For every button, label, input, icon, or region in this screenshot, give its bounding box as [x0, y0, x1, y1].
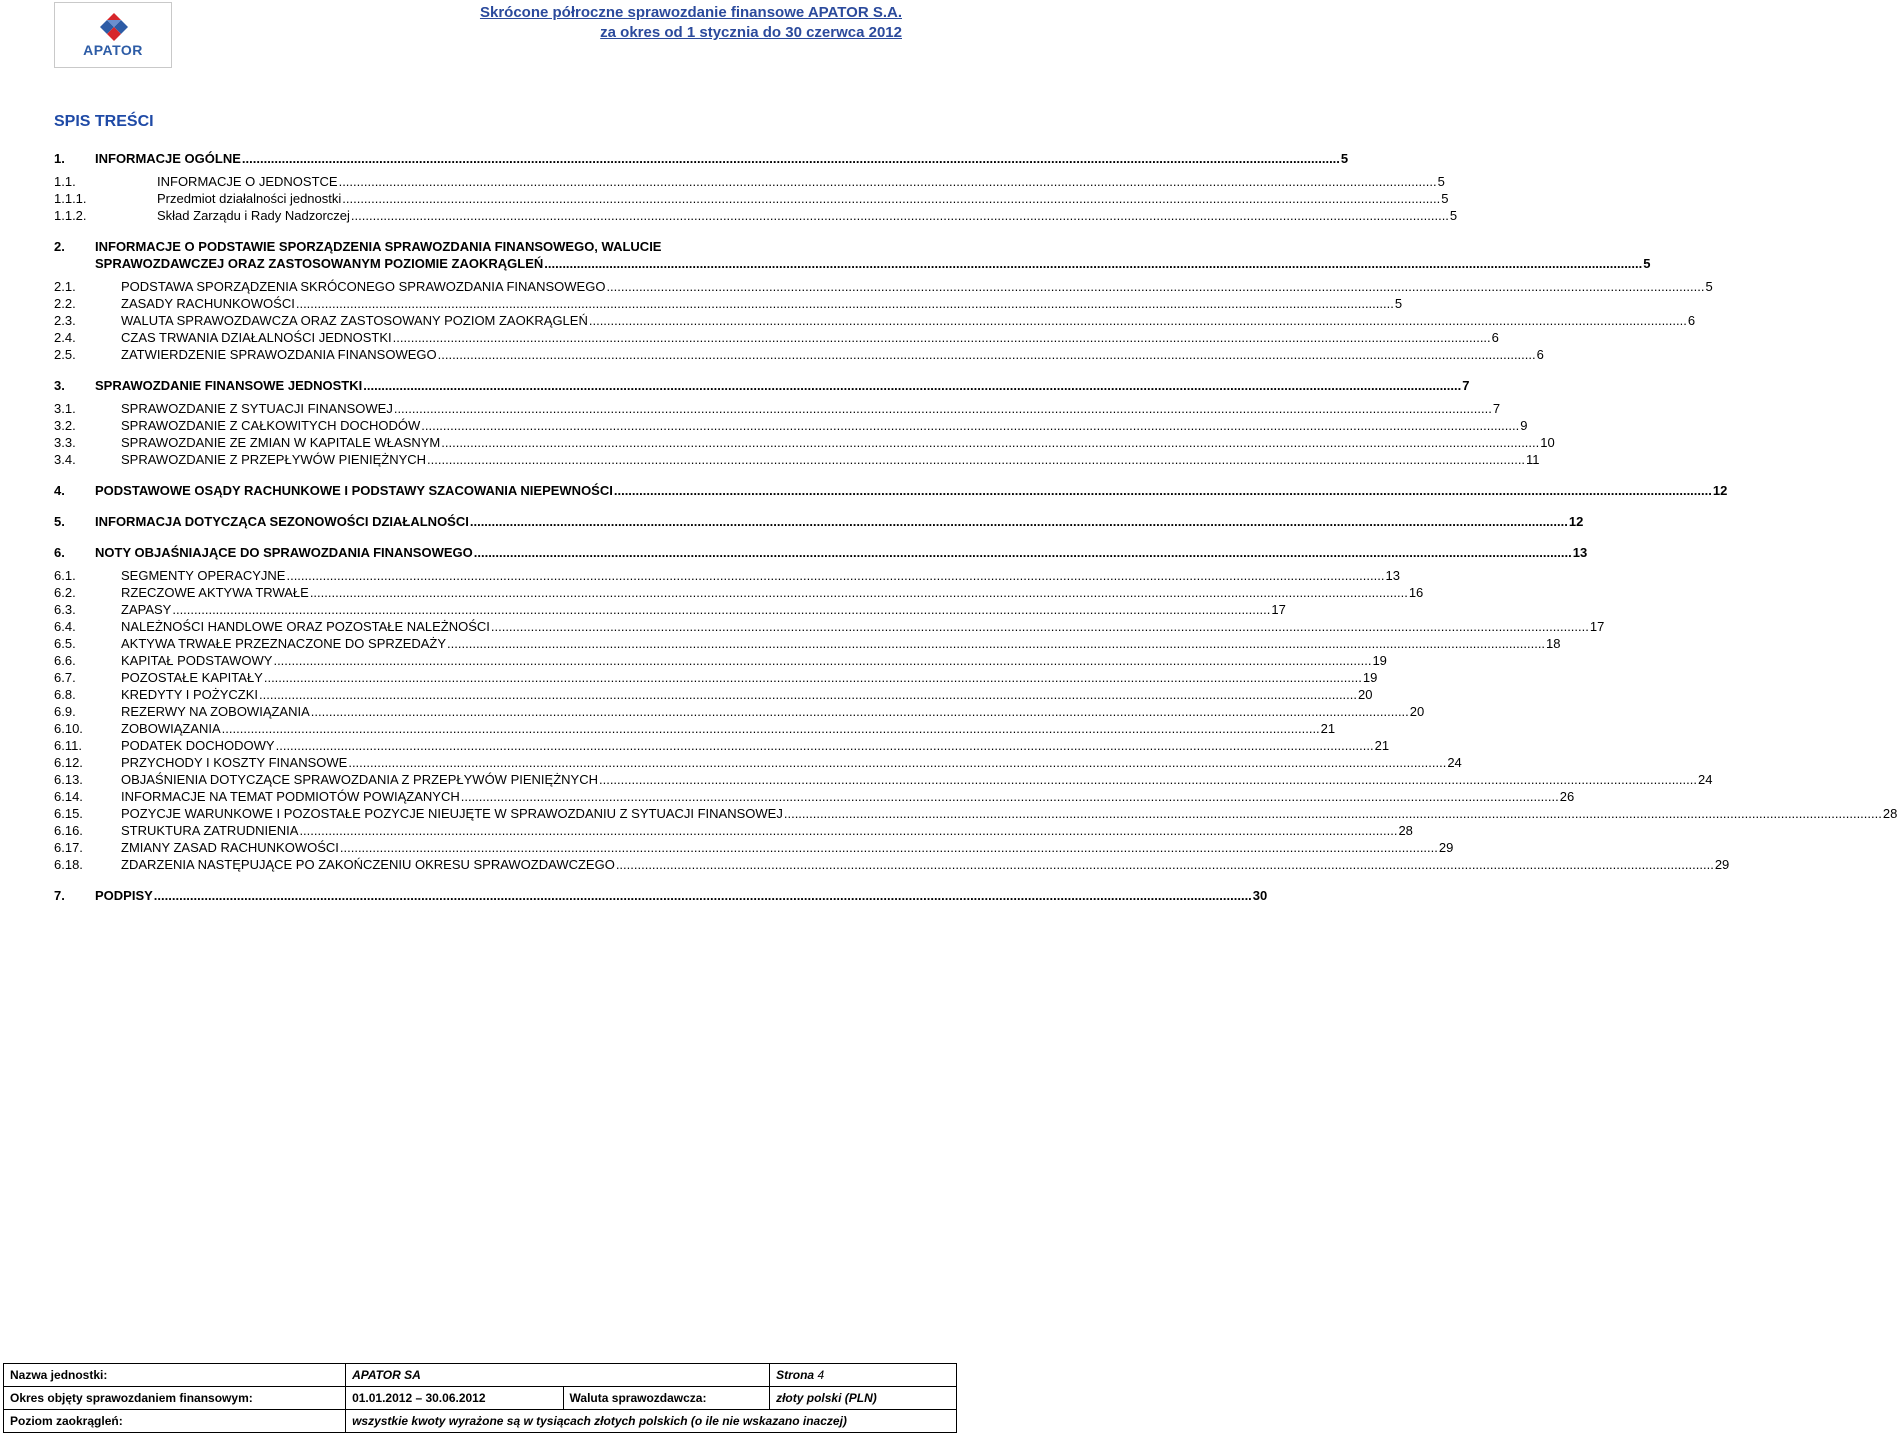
toc-entry[interactable] — [54, 822, 1413, 839]
page-number: Strona 4 — [770, 1364, 957, 1387]
toc-entry[interactable] — [54, 207, 1458, 224]
toc-entry-title: SEGMENTY OPERACYJNE — [121, 568, 286, 583]
rounding-value: wszystkie kwoty wyrażone są w tysiącach złotych polskich (o ile nie wskazano inaczej) — [346, 1410, 957, 1433]
toc-entry-number: 6.18. — [54, 857, 83, 872]
toc-entry-page: 5 — [1437, 174, 1445, 189]
toc-entry-page: 5 — [1449, 208, 1458, 223]
toc-leader-dots — [438, 346, 1536, 363]
toc-entry-number: 3.4. — [54, 452, 76, 467]
toc-entry-title: PRZYCHODY I KOSZTY FINANSOWE — [121, 755, 348, 770]
toc-entry-page: 9 — [1520, 418, 1528, 433]
toc-leader-dots — [296, 295, 1394, 312]
toc-entry[interactable] — [54, 567, 1400, 584]
toc-entry-number: 6.12. — [54, 755, 83, 770]
toc-entry-number: 6.17. — [54, 840, 83, 855]
toc-entry-number: 6.1. — [54, 568, 76, 583]
toc-leader-dots — [614, 482, 1712, 499]
toc-entry-number: 6.5. — [54, 636, 76, 651]
toc-entry-number: 6.4. — [54, 619, 76, 634]
toc-entry[interactable] — [54, 788, 1575, 805]
toc-entry-number: 6.13. — [54, 772, 83, 787]
toc-entry-page: 6 — [1491, 330, 1499, 345]
apator-logo — [54, 2, 172, 68]
toc-entry-number: 6.9. — [54, 704, 76, 719]
toc-leader-dots — [427, 451, 1525, 468]
toc-entry-page: 16 — [1408, 585, 1424, 600]
toc-entry-title: KREDYTY I POŻYCZKI — [121, 687, 259, 702]
toc-entry-page: 5 — [1643, 256, 1651, 271]
toc-entry-title: SPRAWOZDANIE ZE ZMIAN W KAPITALE WŁASNYM — [121, 435, 441, 450]
toc-entry-page: 28 — [1882, 806, 1897, 821]
toc-entry[interactable] — [54, 839, 1454, 856]
toc-entry-page: 29 — [1714, 857, 1730, 872]
toc-entry-number: 3.1. — [54, 401, 76, 416]
toc-entry-title: Przedmiot działalności jednostki — [157, 191, 342, 206]
toc-entry-number: 1.1. — [54, 174, 76, 189]
toc-leader-dots — [616, 856, 1714, 873]
toc-entry-page: 24 — [1447, 755, 1462, 770]
toc-entry[interactable] — [54, 669, 1378, 686]
report-period: za okres od 1 stycznia do 30 czerwca 2012 — [600, 24, 902, 41]
logo-text: APATOR — [83, 42, 143, 58]
toc-entry-number: 6.16. — [54, 823, 83, 838]
toc-entry-title: WALUTA SPRAWOZDAWCZA ORAZ ZASTOSOWANY POZIOM ZAOKRĄGLEŃ — [121, 313, 588, 328]
toc-entry-number: 3.3. — [54, 435, 76, 450]
toc-entry-title: RZECZOWE AKTYWA TRWAŁE — [121, 585, 309, 600]
toc-entry-page: 13 — [1572, 545, 1588, 560]
toc-entry[interactable] — [54, 434, 1555, 451]
toc-leader-dots — [264, 669, 1362, 686]
toc-entry[interactable] — [54, 635, 1561, 652]
toc-leader-dots — [606, 278, 1704, 295]
toc-leader-dots — [421, 417, 1519, 434]
toc-entry-page: 26 — [1559, 789, 1575, 804]
toc-entry-page: 10 — [1540, 435, 1555, 450]
toc-entry-number: 2.2. — [54, 296, 76, 311]
toc-entry-title: NALEŻNOŚCI HANDLOWE ORAZ POZOSTAŁE NALEŻNOŚCI — [121, 619, 490, 634]
toc-entry-title: PODPISY — [95, 888, 153, 903]
rounding-label: Poziom zaokrągleń: — [4, 1410, 346, 1433]
toc-leader-dots — [342, 190, 1440, 207]
toc-entry-number: 6.15. — [54, 806, 83, 821]
toc-entry-page: 24 — [1697, 772, 1713, 787]
toc-entry-title: REZERWY NA ZOBOWIĄZANIA — [121, 704, 310, 719]
toc-entry-title: KAPITAŁ PODSTAWOWY — [121, 653, 273, 668]
toc-entry[interactable] — [54, 652, 1387, 669]
toc-entry-number: 6.3. — [54, 602, 76, 617]
toc-entry-title: SPRAWOZDANIE Z CAŁKOWITYCH DOCHODÓW — [121, 418, 421, 433]
toc-leader-dots — [273, 652, 1371, 669]
toc-leader-dots — [394, 400, 1492, 417]
toc-entry-number: 3. — [54, 378, 65, 393]
toc-leader-dots — [474, 544, 1572, 561]
toc-entry-title: SPRAWOZDANIE Z PRZEPŁYWÓW PIENIĘŻNYCH — [121, 452, 427, 467]
toc-entry[interactable] — [54, 805, 1897, 822]
toc-entry-title: PODSTAWA SPORZĄDZENIA SKRÓCONEGO SPRAWOZDANIA FINANSOWEGO — [121, 279, 606, 294]
toc-entry[interactable] — [54, 618, 1605, 635]
toc-leader-dots — [348, 754, 1446, 771]
toc-leader-dots — [351, 207, 1449, 224]
toc-entry[interactable] — [54, 703, 1425, 720]
currency-label: Waluta sprawozdawcza: — [563, 1387, 770, 1410]
toc-leader-dots — [242, 150, 1340, 167]
toc-entry-number: 6.7. — [54, 670, 76, 685]
toc-entry-page: 5 — [1441, 191, 1449, 206]
toc-entry-page: 5 — [1340, 151, 1349, 166]
toc-entry-number: 2.5. — [54, 347, 76, 362]
toc-entry-page: 7 — [1492, 401, 1501, 416]
page-footer — [3, 1363, 957, 1433]
toc-leader-dots — [276, 737, 1374, 754]
toc-entry-title: PODSTAWOWE OSĄDY RACHUNKOWE I PODSTAWY SZACOWANIA NIEPEWNOŚCI — [95, 483, 613, 498]
toc-entry[interactable] — [54, 754, 1462, 771]
toc-entry-title: NOTY OBJAŚNIAJĄCE DO SPRAWOZDANIA FINANSOWEGO — [95, 545, 473, 560]
toc-entry[interactable] — [54, 544, 1588, 561]
toc-entry-number: 7. — [54, 888, 65, 903]
toc-entry[interactable] — [54, 584, 1424, 601]
report-title: Skrócone półroczne sprawozdanie finansowe APATOR S.A. — [479, 4, 902, 21]
toc-entry[interactable] — [54, 417, 1528, 434]
toc-entry-number: 5. — [54, 514, 65, 529]
toc-entry[interactable] — [54, 601, 1286, 618]
toc-leader-dots — [599, 771, 1697, 788]
toc-entry-number: 2.1. — [54, 279, 76, 294]
toc-leader-dots — [259, 686, 1357, 703]
toc-entry[interactable] — [54, 686, 1373, 703]
toc-entry[interactable] — [54, 278, 1713, 295]
toc-entry-title: PODATEK DOCHODOWY — [121, 738, 275, 753]
toc-leader-dots — [447, 635, 1545, 652]
toc-entry-title: INFORMACJE O JEDNOSTCE — [157, 174, 338, 189]
toc-entry-page: 5 — [1394, 296, 1403, 311]
toc-leader-dots — [784, 805, 1882, 822]
toc-entry-title: AKTYWA TRWAŁE PRZEZNACZONE DO SPRZEDAŻY — [121, 636, 447, 651]
toc-entry-title: POZOSTAŁE KAPITAŁY — [121, 670, 263, 685]
toc-title: SPIS TREŚCI — [54, 113, 154, 130]
toc-entry-title: INFORMACJE OGÓLNE — [95, 151, 241, 166]
toc-entry[interactable] — [54, 513, 1584, 530]
toc-entry-wrap[interactable] — [54, 238, 913, 255]
toc-entry-page: 12 — [1712, 483, 1728, 498]
toc-leader-dots — [222, 720, 1320, 737]
toc-entry-number: 1.1.2. — [54, 208, 87, 223]
toc-leader-dots — [363, 377, 1461, 394]
toc-leader-dots — [311, 703, 1409, 720]
toc-entry-title: INFORMACJA DOTYCZĄCA SEZONOWOŚCI DZIAŁALNOŚCI — [95, 514, 469, 529]
toc-entry-page: 21 — [1374, 738, 1390, 753]
toc-leader-dots — [491, 618, 1589, 635]
toc-entry[interactable] — [54, 329, 1499, 346]
toc-entry[interactable] — [54, 856, 1730, 873]
toc-entry[interactable] — [54, 482, 1728, 499]
toc-entry[interactable] — [54, 312, 1696, 329]
toc-entry[interactable] — [54, 190, 1449, 207]
toc-leader-dots — [589, 312, 1687, 329]
toc-entry[interactable] — [54, 173, 1445, 190]
toc-entry-title: ZATWIERDZENIE SPRAWOZDANIA FINANSOWEGO — [121, 347, 437, 362]
toc-entry-page: 21 — [1320, 721, 1336, 736]
toc-leader-dots — [154, 887, 1252, 904]
toc-entry-page: 20 — [1409, 704, 1425, 719]
toc-leader-dots — [339, 173, 1437, 190]
toc-entry[interactable] — [54, 887, 1268, 904]
toc-entry-page: 17 — [1271, 602, 1286, 617]
toc-entry[interactable] — [54, 255, 1651, 272]
toc-entry-number: 3.2. — [54, 418, 76, 433]
toc-leader-dots — [544, 255, 1642, 272]
toc-entry-page: 19 — [1372, 653, 1387, 668]
toc-entry-number: 6.6. — [54, 653, 76, 668]
toc-entry-page: 17 — [1589, 619, 1605, 634]
toc-leader-dots — [470, 513, 1568, 530]
toc-entry-number: 1.1.1. — [54, 191, 87, 206]
toc-entry-number: 2.3. — [54, 313, 76, 328]
toc-entry-number: 6.10. — [54, 721, 83, 736]
toc-entry-title: ZMIANY ZASAD RACHUNKOWOŚCI — [121, 840, 339, 855]
toc-entry-page: 18 — [1546, 636, 1561, 651]
toc-leader-dots — [340, 839, 1438, 856]
toc-entry-title: SPRAWOZDAWCZEJ ORAZ ZASTOSOWANYM POZIOMIE ZAOKRĄGLEŃ — [95, 256, 544, 271]
toc-leader-dots — [310, 584, 1408, 601]
toc-entry-title: ZAPASY — [121, 602, 172, 617]
toc-entry-number: 1. — [54, 151, 65, 166]
toc-entry-page: 20 — [1358, 687, 1373, 702]
toc-entry-number: 2. — [54, 239, 65, 254]
toc-entry-number: 6. — [54, 545, 65, 560]
unit-value: APATOR SA — [346, 1364, 770, 1387]
toc-entry-page: 30 — [1252, 888, 1268, 903]
toc-entry-title: ZOBOWIĄZANIA — [121, 721, 221, 736]
toc-entry-title: OBJAŚNIENIA DOTYCZĄCE SPRAWOZDANIA Z PRZEPŁYWÓW PIENIĘŻNYCH — [121, 772, 598, 787]
toc-leader-dots — [461, 788, 1559, 805]
toc-entry-page: 7 — [1462, 378, 1470, 393]
toc-entry-page: 5 — [1705, 279, 1713, 294]
logo-mark-icon — [55, 3, 173, 43]
unit-label: Nazwa jednostki: — [4, 1364, 346, 1387]
toc-entry[interactable] — [54, 771, 1713, 788]
currency-value: złoty polski (PLN) — [770, 1387, 957, 1410]
toc-entry-page: 6 — [1687, 313, 1696, 328]
toc-entry-title: SPRAWOZDANIE Z SYTUACJI FINANSOWEJ — [121, 401, 393, 416]
toc-leader-dots — [286, 567, 1384, 584]
toc-entry-number: 2.4. — [54, 330, 76, 345]
toc-entry[interactable] — [54, 451, 1540, 468]
toc-leader-dots — [393, 329, 1491, 346]
toc-entry[interactable] — [54, 400, 1501, 417]
period-label: Okres objęty sprawozdaniem finansowym: — [4, 1387, 346, 1410]
toc-leader-dots — [441, 434, 1539, 451]
toc-entry-title: ZDARZENIA NASTĘPUJĄCE PO ZAKOŃCZENIU OKRESU SPRAWOZDAWCZEGO — [121, 857, 615, 872]
toc-entry-number: 6.14. — [54, 789, 83, 804]
toc-entry[interactable] — [54, 346, 1544, 363]
toc-entry-title: POZYCJE WARUNKOWE I POZOSTAŁE POZYCJE NIEUJĘTE W SPRAWOZDANIU Z SYTUACJI FINANSOWEJ — [121, 806, 783, 821]
toc-entry-number: 4. — [54, 483, 65, 498]
toc-entry-page: 19 — [1362, 670, 1378, 685]
toc-entry-title: SPRAWOZDANIE FINANSOWE JEDNOSTKI — [95, 378, 363, 393]
toc-entry[interactable] — [54, 720, 1336, 737]
toc-entry-title: ZASADY RACHUNKOWOŚCI — [121, 296, 295, 311]
toc-entry-page: 13 — [1385, 568, 1400, 583]
toc-entry-title-line1: INFORMACJE O PODSTAWIE SPORZĄDZENIA SPRAWOZDANIA FINANSOWEGO, WALUCIE — [95, 239, 662, 254]
period-value: 01.01.2012 – 30.06.2012 — [346, 1387, 563, 1410]
table-of-contents — [54, 150, 1897, 904]
toc-leader-dots — [172, 601, 1270, 618]
toc-entry-page: 29 — [1438, 840, 1454, 855]
toc-entry-page: 6 — [1536, 347, 1544, 362]
toc-entry[interactable] — [54, 377, 1470, 394]
toc-entry-number: 6.11. — [54, 738, 82, 753]
toc-entry-title: INFORMACJE NA TEMAT PODMIOTÓW POWIĄZANYCH — [121, 789, 460, 804]
toc-entry-page: 28 — [1398, 823, 1413, 838]
toc-entry[interactable] — [54, 737, 1390, 754]
toc-leader-dots — [299, 822, 1397, 839]
toc-entry-number: 6.8. — [54, 687, 76, 702]
toc-entry-page: 11 — [1526, 452, 1540, 467]
toc-entry[interactable] — [54, 150, 1349, 167]
toc-entry-title: CZAS TRWANIA DZIAŁALNOŚCI JEDNOSTKI — [121, 330, 392, 345]
toc-entry[interactable] — [54, 295, 1403, 312]
toc-entry-title: STRUKTURA ZATRUDNIENIA — [121, 823, 299, 838]
toc-entry-title: Skład Zarządu i Rady Nadzorczej — [157, 208, 350, 223]
toc-entry-number: 6.2. — [54, 585, 76, 600]
toc-entry-page: 12 — [1568, 514, 1584, 529]
